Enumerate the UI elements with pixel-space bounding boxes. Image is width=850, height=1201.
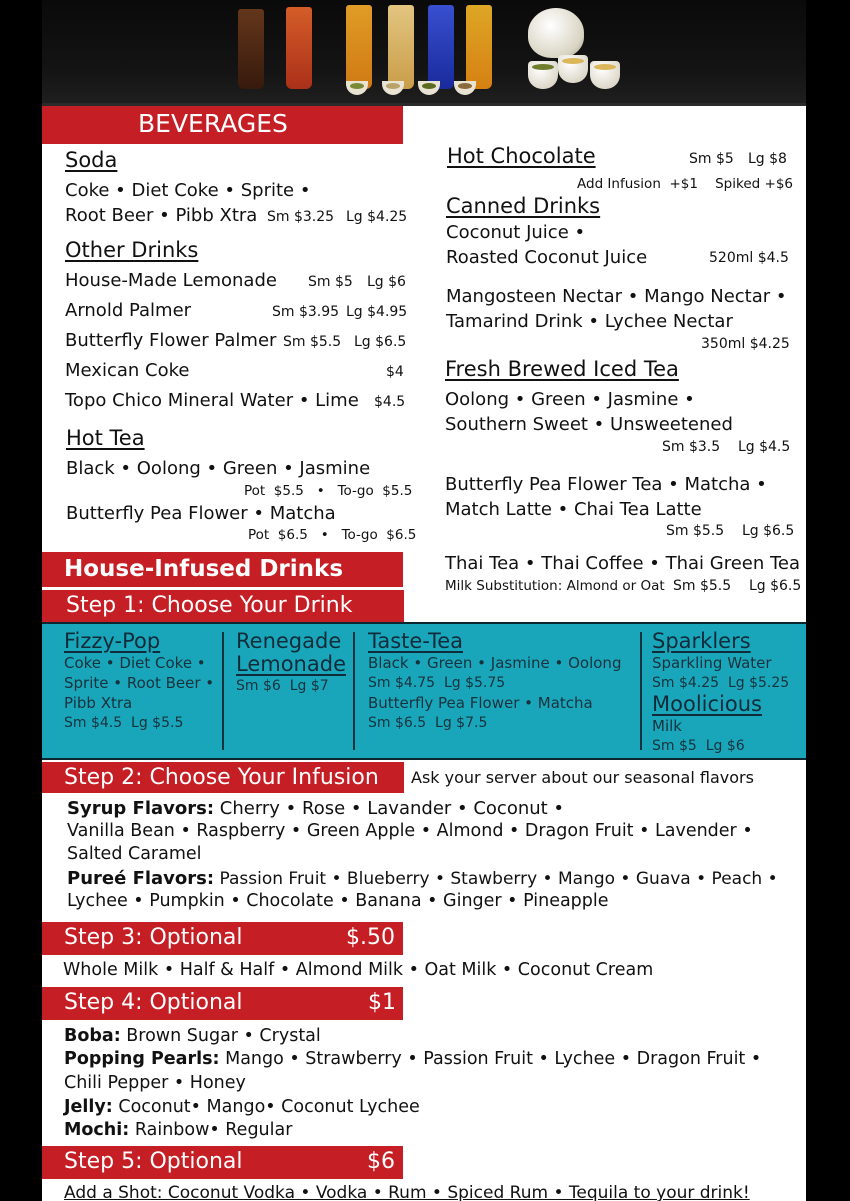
house-infused-banner: [42, 552, 403, 587]
puree-label: Pureé Flavors:: [67, 868, 215, 889]
mochi-line: [64, 1120, 292, 1140]
canned-line-1: Coconut Juice •: [446, 222, 586, 243]
hot-tea-line-1: Black • Oolong • Green • Jasmine: [66, 458, 371, 479]
taste-tea-heading: Taste-Tea: [368, 629, 464, 653]
hot-tea-price-1: Pot $5.5 • To-go $5.5: [244, 483, 413, 499]
beverages-title: BEVERAGES: [138, 109, 288, 138]
puree-flavors-1: Passion Fruit • Blueberry • Stawberry • Mango • Guava • Peach •: [214, 869, 778, 889]
hot-chocolate-sm: Sm $5: [689, 151, 734, 167]
renegade-lemonade-column: [236, 630, 346, 696]
step5-banner: [42, 1146, 403, 1179]
iced-tea-price-1: Sm $3.5 Lg $4.5: [662, 439, 791, 455]
hot-tea-price-2: Pot $6.5 • To-go $6.5: [248, 527, 417, 543]
mochi-options: Rainbow• Regular: [129, 1120, 293, 1140]
iced-tea-price-3: Sm $5.5 Lg $6.5: [673, 578, 802, 594]
canned-line-4: Tamarind Drink • Lychee Nectar: [446, 311, 733, 332]
step2-note: Ask your server about our seasonal flavors: [411, 768, 754, 787]
other-item-lg: Lg $6.5: [354, 334, 407, 350]
step5-price: $6: [367, 1149, 395, 1174]
boba-line: [64, 1026, 321, 1046]
other-item-name: House-Made Lemonade: [65, 270, 277, 291]
canned-line-3: Mangosteen Nectar • Mango Nectar •: [446, 286, 787, 307]
iced-tea-line-3: Butterfly Pea Flower Tea • Matcha •: [445, 474, 767, 495]
canned-price-2: 350ml $4.25: [701, 336, 790, 352]
other-item-price: $4: [386, 364, 404, 380]
step3-price: $.50: [346, 925, 395, 950]
hot-chocolate-heading: Hot Chocolate: [447, 144, 596, 168]
step2-title: Step 2: Choose Your Infusion: [64, 765, 379, 790]
puree-line-2: Lychee • Pumpkin • Chocolate • Banana • Ginger • Pineapple: [67, 891, 609, 911]
other-item-lg: Lg $6: [367, 274, 406, 290]
hot-chocolate-addons: Add Infusion +$1 Spiked +$6: [577, 176, 793, 192]
taste-tea-line-1: Black • Green • Jasmine • Oolong: [368, 654, 622, 672]
lemonade-heading: Lemonade: [236, 652, 346, 676]
step1-title: Step 1: Choose Your Drink: [66, 593, 353, 618]
beverages-banner: [42, 106, 403, 144]
step4-title: Step 4: Optional: [64, 990, 243, 1015]
iced-tea-line-2: Southern Sweet • Unsweetened: [445, 414, 733, 435]
renegade-heading: Renegade: [236, 629, 342, 653]
step1-drink-options: [42, 622, 806, 760]
moolicious-heading: Moolicious: [652, 692, 762, 716]
syrup-label: Syrup Flavors:: [67, 798, 215, 819]
boba-label: Boba:: [64, 1026, 121, 1046]
soda-lg-price: Lg $4.25: [346, 209, 408, 225]
fizzy-pop-price: Sm $4.5 Lg $5.5: [64, 715, 184, 731]
taste-tea-price-1: Sm $4.75 Lg $5.75: [368, 675, 506, 691]
moolicious-price: Sm $5 Lg $6: [652, 738, 745, 754]
mochi-label: Mochi:: [64, 1120, 130, 1140]
hot-tea-line-2: Butterfly Pea Flower • Matcha: [66, 503, 336, 524]
step4-banner: [42, 987, 403, 1020]
taste-tea-price-2: Sm $6.5 Lg $7.5: [368, 715, 488, 731]
hot-chocolate-lg: Lg $8: [748, 151, 787, 167]
fizzy-pop-heading: Fizzy-Pop: [64, 629, 161, 653]
fizzy-pop-column: [64, 630, 214, 733]
house-infused-title: House-Infused Drinks: [64, 556, 344, 582]
fizzy-pop-line-1: Coke • Diet Coke •: [64, 654, 206, 672]
sparklers-line-1: Sparkling Water: [652, 654, 772, 672]
taste-tea-column: [368, 630, 621, 733]
other-item-sm: Sm $3.95: [272, 304, 340, 320]
step3-title: Step 3: Optional: [64, 925, 243, 950]
iced-tea-price-2: Sm $5.5 Lg $6.5: [666, 523, 795, 539]
other-item-name: Topo Chico Mineral Water • Lime: [65, 390, 359, 411]
beverages-photo: [42, 0, 806, 103]
step3-banner: [42, 922, 403, 955]
other-drinks-heading: Other Drinks: [65, 238, 199, 262]
iced-tea-heading: Fresh Brewed Iced Tea: [445, 357, 679, 381]
other-item-sm: Sm $5.5: [283, 334, 342, 350]
soda-line-2: Root Beer • Pibb Xtra: [65, 205, 258, 226]
iced-tea-line-1: Oolong • Green • Jasmine •: [445, 389, 695, 410]
soda-line-1: Coke • Diet Coke • Sprite •: [65, 180, 311, 201]
popping-pearls-line-2: Chili Pepper • Honey: [64, 1073, 246, 1093]
canned-heading: Canned Drinks: [446, 194, 601, 218]
fizzy-pop-line-2: Sprite • Root Beer •: [64, 674, 215, 692]
moolicious-line: Milk: [652, 717, 682, 735]
step3-options: Whole Milk • Half & Half • Almond Milk • Oat Milk • Coconut Cream: [63, 960, 654, 980]
step1-banner: [42, 590, 404, 622]
boba-options: Brown Sugar • Crystal: [120, 1026, 321, 1046]
step5-options: Add a Shot: Coconut Vodka • Vodka • Rum • Spiced Rum • Tequila to your drink!: [64, 1183, 750, 1201]
syrup-flavors-1: Cherry • Rose • Lavander • Coconut •: [214, 798, 565, 819]
sparklers-price-1: Sm $4.25 Lg $5.25: [652, 675, 790, 691]
other-item-name: Arnold Palmer: [65, 300, 192, 321]
sparklers-heading: Sparklers: [652, 629, 751, 653]
renegade-price: Sm $6 Lg $7: [236, 678, 329, 694]
syrup-line-1: [67, 798, 564, 819]
syrup-line-2: Vanilla Bean • Raspberry • Green Apple • Almond • Dragon Fruit • Lavender •: [67, 821, 753, 841]
step5-title: Step 5: Optional: [64, 1149, 243, 1174]
jelly-label: Jelly:: [64, 1097, 113, 1117]
other-item-name: Butterfly Flower Palmer: [65, 330, 277, 351]
iced-tea-line-5: Thai Tea • Thai Coffee • Thai Green Tea: [445, 553, 801, 574]
puree-line-1: [67, 868, 778, 889]
step2-banner: [42, 762, 404, 793]
sparklers-column: [652, 630, 789, 756]
other-item-lg: Lg $4.95: [346, 304, 408, 320]
popping-pearls-options-1: Mango • Strawberry • Passion Fruit • Lychee • Dragon Fruit •: [219, 1049, 762, 1069]
syrup-line-3: Salted Caramel: [67, 844, 202, 864]
other-item-price: $4.5: [374, 394, 406, 410]
soda-sm-price: Sm $3.25: [267, 209, 335, 225]
other-item-sm: Sm $5: [308, 274, 353, 290]
menu-page: [42, 0, 806, 1201]
fizzy-pop-line-3: Pibb Xtra: [64, 694, 133, 712]
jelly-options: Coconut• Mango• Coconut Lychee: [112, 1097, 420, 1117]
canned-line-2: Roasted Coconut Juice: [446, 247, 648, 268]
hot-tea-heading: Hot Tea: [66, 426, 145, 450]
iced-tea-milk: Milk Substitution: Almond or Oat: [445, 578, 665, 594]
popping-pearls-label: Popping Pearls:: [64, 1049, 220, 1069]
iced-tea-line-4: Match Latte • Chai Tea Latte: [445, 499, 702, 520]
taste-tea-line-2: Butterfly Pea Flower • Matcha: [368, 694, 593, 712]
popping-pearls-line-1: [64, 1049, 761, 1069]
step4-price: $1: [368, 990, 396, 1015]
jelly-line: [64, 1097, 420, 1117]
other-item-name: Mexican Coke: [65, 360, 190, 381]
canned-price-1: 520ml $4.5: [709, 250, 789, 266]
soda-heading: Soda: [65, 148, 118, 172]
